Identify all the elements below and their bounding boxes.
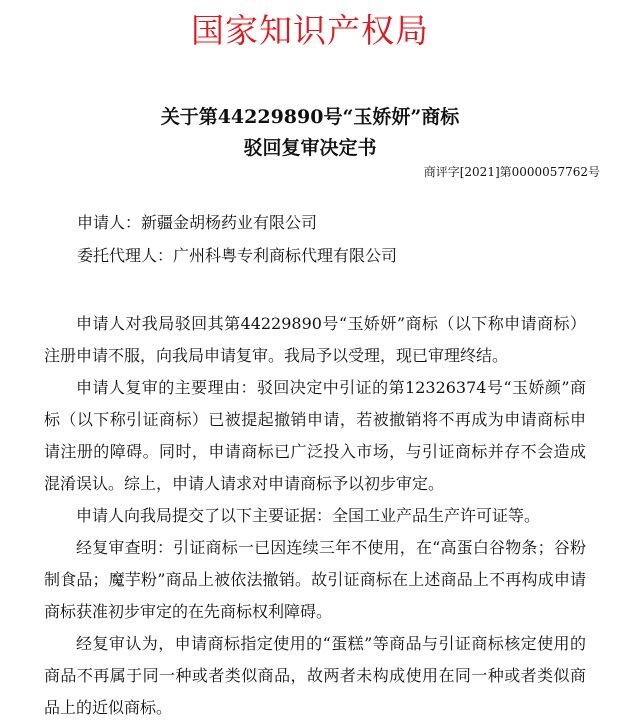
paragraph-applicant-reasons: 申请人复审的主要理由：驳回决定中引证的第12326374号“玉娇颜”商标（以下称引证商标）已被提起撤销申请，若被撤销将不再成为申请商标申请注册的障碍。同时，申请商标已广泛投入市场，与引证商标并存不会造成混淆误认。综上，申请人请求对申请商标予以初步审定。: [44, 378, 586, 493]
agency-header: 国家知识产权局: [191, 11, 429, 50]
decision-title-line2: 驳回复审决定书: [243, 137, 377, 159]
decision-title-line1: 关于第44229890号“玉娇妍”商标: [160, 106, 460, 128]
document-number: 商评字[2021]第0000057762号: [423, 165, 600, 179]
paragraph-acceptance: 申请人对我局驳回其第44229890号“玉娇妍”商标（以下称申请商标）注册申请不服，向我局申请复审。我局予以受理，现已审理终结。: [44, 314, 586, 365]
decision-body: [44, 308, 586, 724]
paragraph-evidence: 申请人向我局提交了以下主要证据：全国工业产品生产许可证等。: [76, 506, 541, 525]
agent-line: 委托代理人：广州科粤专利商标代理有限公司: [77, 246, 398, 265]
paragraph-opinion: 经复审认为，申请商标指定使用的“蛋糕”等商品与引证商标核定使用的商品不再属于同一种或者类似商品，故两者未构成使用在同一种或者类似商品上的近似商标。: [44, 634, 586, 717]
paragraph-findings: 经复审查明：引证商标一已因连续三年不使用，在“高蛋白谷物条；谷粉制食品；魔芋粉”商品上被依法撤销。故引证商标在上述商品上不再构成申请商标获准初步审定的在先商标权利障碍。: [44, 538, 586, 621]
applicant-line: 申请人：新疆金胡杨药业有限公司: [77, 213, 318, 232]
